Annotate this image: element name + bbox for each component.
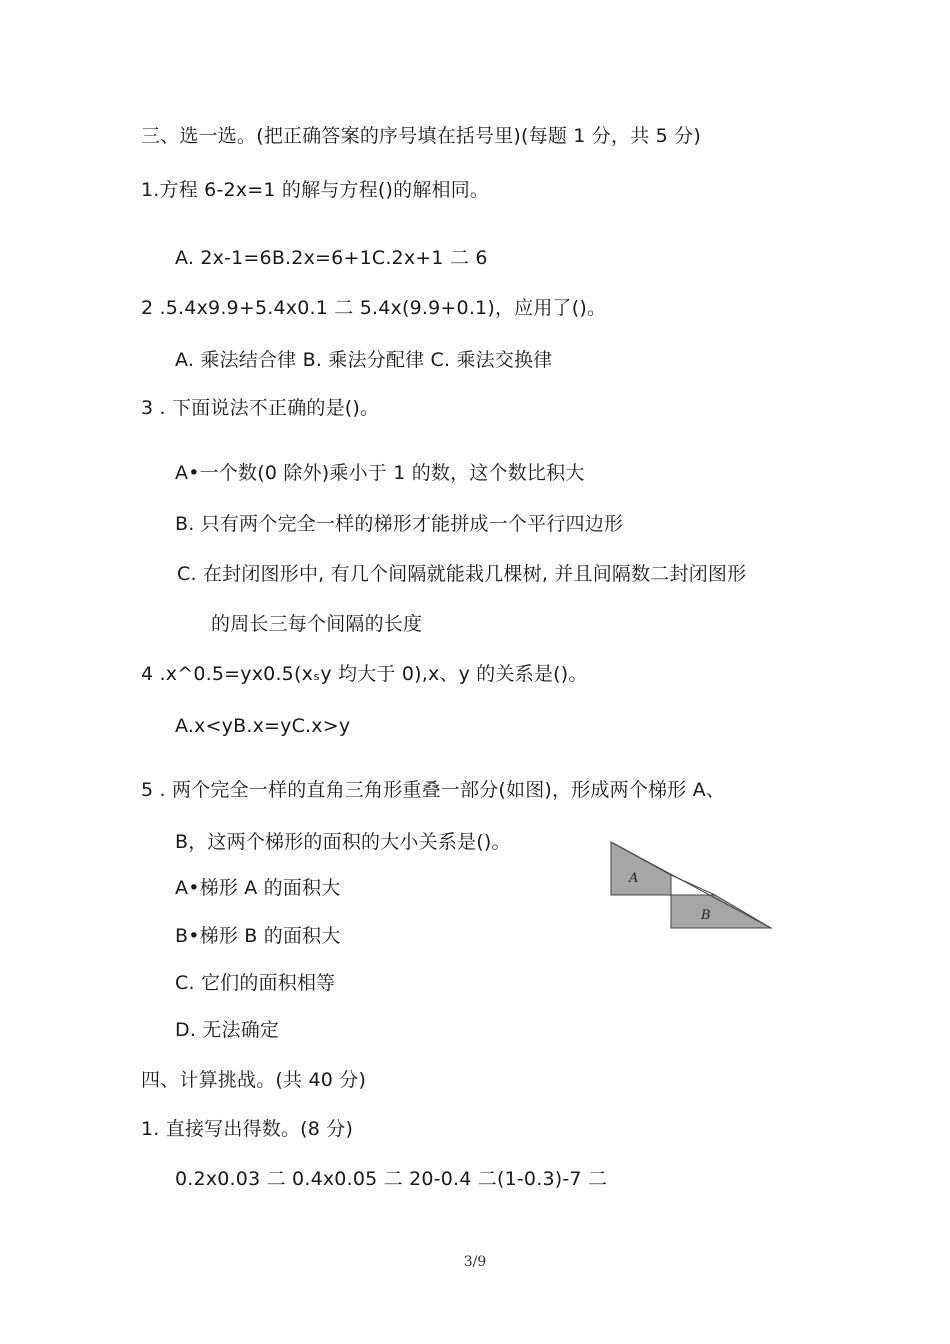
question-3-stem: 3 . 下面说法不正确的是()。 — [141, 397, 380, 419]
question-1-options: A. 2x-1=6B.2x=6+1C.2x+1 二 6 — [175, 247, 488, 269]
section-3-heading: 三、选一选。(把正确答案的序号填在括号里)(每题 1 分，共 5 分) — [141, 125, 701, 147]
question-4-options: A.x<yB.x=yC.x>y — [175, 715, 351, 737]
question-2-stem: 2 .5.4x9.9+5.4x0.1 二 5.4x(9.9+0.1)，应用了()。 — [141, 297, 607, 319]
trapezoid-b-label: B — [701, 908, 711, 923]
question-5-option-d: D. 无法确定 — [175, 1019, 280, 1041]
question-5-stem-line2: B，这两个梯形的面积的大小关系是()。 — [175, 831, 511, 853]
overlapping-triangles-figure — [609, 840, 775, 930]
question-5-stem-line1: 5 . 两个完全一样的直角三角形重叠一部分(如图)，形成两个梯形 A、 — [141, 779, 726, 801]
trapezoid-b-shape — [671, 895, 771, 928]
question-3-option-a: A•一个数(0 除外)乘小于 1 的数，这个数比积大 — [175, 462, 585, 484]
trapezoid-a-shape — [611, 842, 671, 895]
question-5-option-b: B•梯形 B 的面积大 — [175, 925, 341, 947]
question-5-option-c: C. 它们的面积相等 — [175, 972, 336, 994]
section-4-heading: 四、计算挑战。(共 40 分) — [141, 1069, 367, 1091]
trapezoid-a-label: A — [629, 871, 639, 886]
question-3-option-c-line2: 的周长三每个间隔的长度 — [211, 613, 423, 635]
triangle-hypotenuse-overlap — [671, 875, 715, 895]
question-1-stem: 1.方程 6-2x=1 的解与方程()的解相同。 — [141, 179, 490, 201]
question-5-option-a: A•梯形 A 的面积大 — [175, 877, 341, 899]
question-2-options: A. 乘法结合律 B. 乘法分配律 C. 乘法交换律 — [175, 349, 553, 371]
question-3-option-b: B. 只有两个完全一样的梯形才能拼成一个平行四边形 — [175, 513, 624, 535]
calc-question-1-items: 0.2x0.03 二 0.4x0.05 二 20-0.4 二(1-0.3)-7 二 — [175, 1168, 608, 1190]
question-4-stem: 4 .x^0.5=yx0.5(xₛy 均大于 0),x、y 的关系是()。 — [141, 663, 588, 685]
question-3-option-c-line1: C. 在封闭图形中, 有几个间隔就能栽几棵树, 并且间隔数二封闭图形 — [177, 563, 747, 585]
page-number: 3/9 — [463, 1254, 487, 1270]
calc-question-1-stem: 1. 直接写出得数。(8 分) — [141, 1118, 354, 1140]
